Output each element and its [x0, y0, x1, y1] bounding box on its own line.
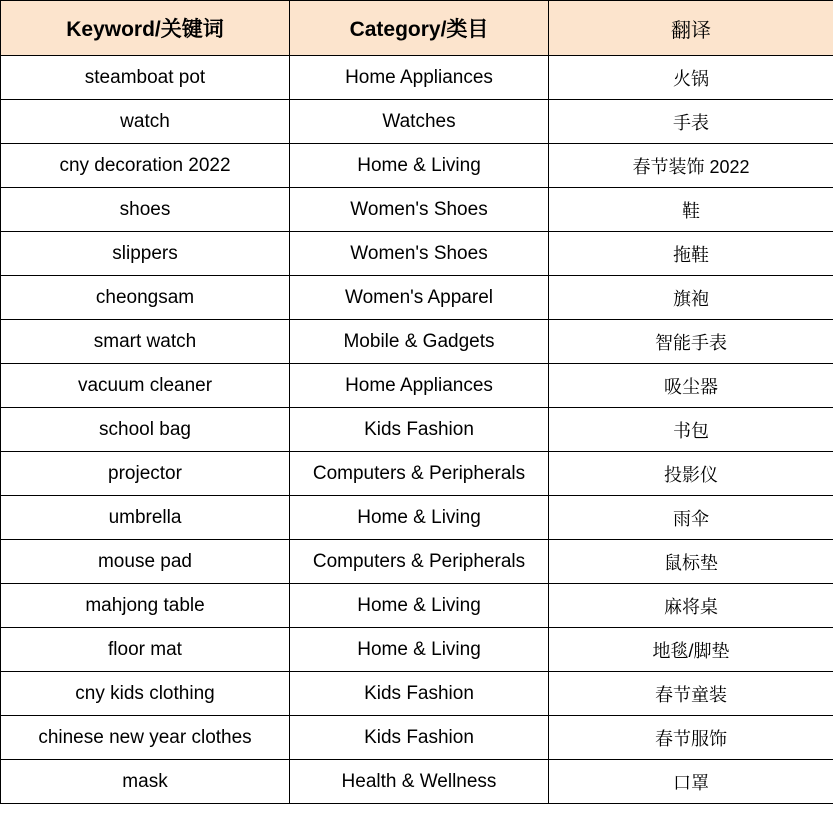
cell-keyword: cny decoration 2022: [1, 144, 290, 188]
cell-translation: 春节童装: [549, 672, 833, 716]
table-body: [1, 56, 833, 804]
table-row: [1, 584, 833, 628]
cell-translation: 书包: [549, 408, 833, 452]
cell-category: Kids Fashion: [290, 672, 549, 716]
cell-translation: 智能手表: [549, 320, 833, 364]
cell-translation: 拖鞋: [549, 232, 833, 276]
cell-keyword: smart watch: [1, 320, 290, 364]
cell-keyword: umbrella: [1, 496, 290, 540]
column-header-keyword: Keyword/关键词: [1, 1, 290, 56]
cell-category: Computers & Peripherals: [290, 540, 549, 584]
cell-translation: 手表: [549, 100, 833, 144]
cell-translation: 春节装饰 2022: [549, 144, 833, 188]
table-header-row: [1, 1, 833, 56]
cell-category: Women's Shoes: [290, 188, 549, 232]
cell-keyword: vacuum cleaner: [1, 364, 290, 408]
cell-keyword: mask: [1, 760, 290, 804]
cell-translation: 麻将桌: [549, 584, 833, 628]
column-header-category: Category/类目: [290, 1, 549, 56]
cell-translation: 鼠标垫: [549, 540, 833, 584]
cell-translation: 雨伞: [549, 496, 833, 540]
table-row: [1, 496, 833, 540]
cell-translation: 旗袍: [549, 276, 833, 320]
cell-category: Home Appliances: [290, 364, 549, 408]
cell-category: Watches: [290, 100, 549, 144]
column-header-translation: 翻译: [549, 1, 833, 56]
cell-translation: 鞋: [549, 188, 833, 232]
table-row: [1, 364, 833, 408]
cell-category: Women's Shoes: [290, 232, 549, 276]
cell-category: Home & Living: [290, 144, 549, 188]
cell-keyword: mahjong table: [1, 584, 290, 628]
cell-keyword: cny kids clothing: [1, 672, 290, 716]
cell-translation: 地毯/脚垫: [549, 628, 833, 672]
cell-category: Home Appliances: [290, 56, 549, 100]
cell-keyword: cheongsam: [1, 276, 290, 320]
cell-keyword: chinese new year clothes: [1, 716, 290, 760]
table-row: [1, 452, 833, 496]
cell-translation: 投影仪: [549, 452, 833, 496]
cell-category: Mobile & Gadgets: [290, 320, 549, 364]
table-row: [1, 320, 833, 364]
table-row: [1, 100, 833, 144]
table-header: [1, 1, 833, 56]
cell-keyword: projector: [1, 452, 290, 496]
cell-keyword: school bag: [1, 408, 290, 452]
cell-category: Computers & Peripherals: [290, 452, 549, 496]
table-row: [1, 540, 833, 584]
table-row: [1, 276, 833, 320]
cell-category: Kids Fashion: [290, 716, 549, 760]
table-row: [1, 760, 833, 804]
table-row: [1, 408, 833, 452]
cell-category: Kids Fashion: [290, 408, 549, 452]
cell-translation: 口罩: [549, 760, 833, 804]
cell-category: Home & Living: [290, 496, 549, 540]
cell-keyword: steamboat pot: [1, 56, 290, 100]
cell-keyword: mouse pad: [1, 540, 290, 584]
table-row: [1, 188, 833, 232]
table-row: [1, 144, 833, 188]
cell-keyword: slippers: [1, 232, 290, 276]
cell-category: Women's Apparel: [290, 276, 549, 320]
cell-category: Home & Living: [290, 584, 549, 628]
cell-category: Health & Wellness: [290, 760, 549, 804]
table-row: [1, 628, 833, 672]
cell-translation: 吸尘器: [549, 364, 833, 408]
table-row: [1, 716, 833, 760]
table-row: [1, 232, 833, 276]
cell-keyword: shoes: [1, 188, 290, 232]
table-row: [1, 672, 833, 716]
table-row: [1, 56, 833, 100]
cell-category: Home & Living: [290, 628, 549, 672]
cell-keyword: floor mat: [1, 628, 290, 672]
cell-translation: 火锅: [549, 56, 833, 100]
cell-translation: 春节服饰: [549, 716, 833, 760]
cell-keyword: watch: [1, 100, 290, 144]
